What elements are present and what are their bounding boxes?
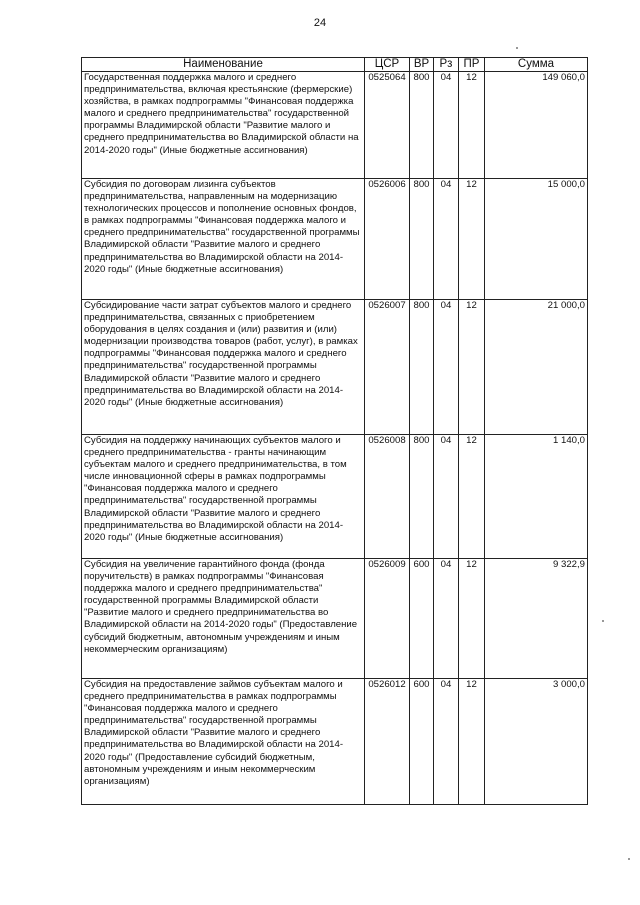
row-rz: 04: [434, 179, 459, 300]
table-header-row: [82, 58, 588, 72]
row-rz: 04: [434, 300, 459, 435]
table-row: [82, 300, 588, 435]
table-row: [82, 679, 588, 805]
row-vr: 800: [410, 72, 434, 179]
row-name: Субсидия по договорам лизинга субъектов предпринимательства, направленным на модернизацию технологических процессов и пополнение основных фондов, в рамках подпрограммы "Финансовая поддержка малого и среднего предпринимательства" государственной программы Владимирской области "Развитие малого и среднего предпринимательства во Владимирской области на 2014-2020 годы" (Иные бюджетные ассигнования): [82, 179, 365, 300]
row-name: Государственная поддержка малого и среднего предпринимательства, включая крестьянские (фермерские) хозяйства, в рамках подпрограммы "Финансовая поддержка малого и среднего предпринимательства" государственной программы Владимирской области "Развитие малого и среднего предпринимательства во Владимирской области на 2014-2020 годы" (Иные бюджетные ассигнования): [82, 72, 365, 179]
header-pr: ПР: [459, 58, 485, 72]
row-name: Субсидирование части затрат субъектов малого и среднего предпринимательства, связанных с приобретением оборудования в целях создания и (или) развития и (или) модернизации производства товаров (работ, услуг), в рамках подпрограммы "Финансовая поддержка малого и среднего предпринимательства" государственной программы Владимирской области "Развитие малого и среднего предпринимательства во Владимирской области на 2014-2020 годы" (Иные бюджетные ассигнования): [82, 300, 365, 435]
scan-speck: [628, 858, 630, 860]
row-sum: 1 140,0: [485, 435, 588, 559]
row-vr: 800: [410, 179, 434, 300]
header-csr: ЦСР: [365, 58, 410, 72]
row-csr: 0525064: [365, 72, 410, 179]
row-vr: 800: [410, 435, 434, 559]
row-sum: 21 000,0: [485, 300, 588, 435]
row-sum: 9 322,9: [485, 559, 588, 679]
row-pr: 12: [459, 559, 485, 679]
row-pr: 12: [459, 679, 485, 805]
row-vr: 800: [410, 300, 434, 435]
row-name: Субсидия на поддержку начинающих субъектов малого и среднего предпринимательства - гранты начинающим субъектам малого и среднего предпринимательства, в том числе инновационной сферы в рамках подпрограммы "Финансовая поддержка малого и среднего предпринимательства" государственной программы Владимирской области "Развитие малого и среднего предпринимательства во Владимирской области на 2014-2020 годы" (Иные бюджетные ассигнования): [82, 435, 365, 559]
row-vr: 600: [410, 559, 434, 679]
page-number: 24: [313, 17, 327, 29]
row-sum: 3 000,0: [485, 679, 588, 805]
header-vr: ВР: [410, 58, 434, 72]
header-sum: Сумма: [485, 58, 588, 72]
row-rz: 04: [434, 72, 459, 179]
row-csr: 0526007: [365, 300, 410, 435]
header-rz: Рз: [434, 58, 459, 72]
header-name: Наименование: [82, 58, 365, 72]
row-sum: 15 000,0: [485, 179, 588, 300]
budget-table: [81, 57, 588, 805]
table-row: [82, 179, 588, 300]
row-csr: 0526008: [365, 435, 410, 559]
row-pr: 12: [459, 72, 485, 179]
scan-speck: [516, 47, 518, 49]
row-rz: 04: [434, 679, 459, 805]
row-rz: 04: [434, 435, 459, 559]
row-csr: 0526009: [365, 559, 410, 679]
row-pr: 12: [459, 179, 485, 300]
table-row: [82, 435, 588, 559]
row-csr: 0526006: [365, 179, 410, 300]
row-pr: 12: [459, 435, 485, 559]
row-csr: 0526012: [365, 679, 410, 805]
row-name: Субсидия на увеличение гарантийного фонда (фонда поручительств) в рамках подпрограммы "Финансовая поддержка малого и среднего предпринимательства" государственной программы Владимирской области "Развитие малого и среднего предпринимательства во Владимирской области на 2014-2020 годы" (Предоставление субсидий бюджетным, автономным учреждениям и иным некоммерческим организациям): [82, 559, 365, 679]
table-row: [82, 559, 588, 679]
row-name: Субсидия на предоставление займов субъектам малого и среднего предпринимательства в рамках подпрограммы "Финансовая поддержка малого и среднего предпринимательства" государственной программы Владимирской области "Развитие малого и среднего предпринимательства во Владимирской области на 2014-2020 годы" (Предоставление субсидий бюджетным, автономным учреждениям и иным некоммерческим организациям): [82, 679, 365, 805]
row-rz: 04: [434, 559, 459, 679]
table-row: [82, 72, 588, 179]
row-pr: 12: [459, 300, 485, 435]
row-sum: 149 060,0: [485, 72, 588, 179]
row-vr: 600: [410, 679, 434, 805]
scan-speck: [602, 620, 604, 622]
